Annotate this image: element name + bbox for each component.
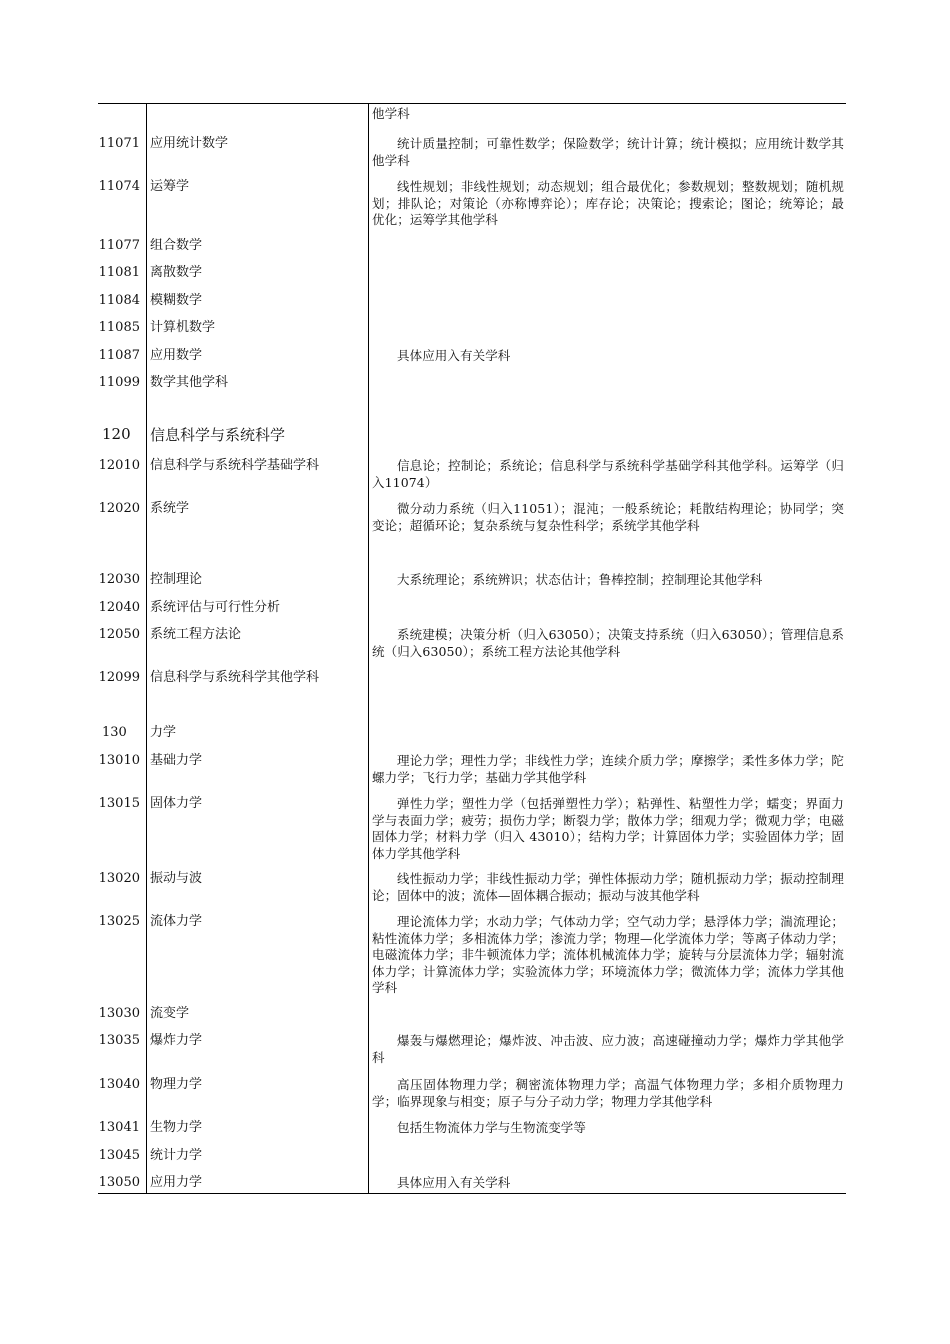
row-note: 他学科 — [372, 106, 410, 121]
row-code: 12030 — [98, 572, 140, 587]
row-name: 运筹学 — [150, 179, 190, 194]
section-name: 信息科学与系统科学 — [150, 426, 286, 444]
row-note: 信息论；控制论；系统论；信息科学与系统科学基础学科其他学科。运筹学（归入11074） — [372, 458, 844, 490]
row-code: 13041 — [98, 1120, 140, 1135]
row-name: 应用力学 — [150, 1175, 203, 1190]
row-name: 系统学 — [150, 501, 190, 516]
row-code: 12099 — [98, 670, 140, 685]
row-name: 计算机数学 — [150, 320, 216, 335]
row-code: 12010 — [98, 458, 140, 473]
row-note: 线性振动力学；非线性振动力学；弹性体振动力学；随机振动力学；振动控制理论；固体中的波；流体—固体耦合振动；振动与波其他学科 — [372, 871, 844, 903]
section-code: 120 — [102, 425, 131, 443]
row-code: 11084 — [98, 293, 140, 308]
row-code: 11074 — [98, 179, 140, 194]
row-code: 13015 — [98, 796, 140, 811]
row-note: 理论流体力学；水动力学；气体动力学；空气动力学；悬浮体力学；湍流理论；粘性流体力学；多相流体力学；渗流力学；物理—化学流体力学；等离子体动力学；电磁流体力学；非牛顿流体力学；流体机械流体力学；旋转与分层流体力学；辐射流体力学；计算流体力学；实验流体力学；环境流体力学；微流体力学；流体力学其他学科 — [372, 914, 844, 995]
table-bottom-rule — [98, 1193, 846, 1194]
row-note: 微分动力系统（归入11051）；混沌；一般系统论；耗散结构理论；协同学；突变论；超循环论；复杂系统与复杂性科学；系统学其他学科 — [372, 501, 844, 533]
row-name: 系统评估与可行性分析 — [150, 600, 281, 615]
row-name: 系统工程方法论 — [150, 627, 242, 642]
row-name: 数学其他学科 — [150, 375, 229, 390]
row-code: 13050 — [98, 1175, 140, 1190]
table-top-rule — [98, 103, 846, 104]
row-name: 基础力学 — [150, 753, 203, 768]
row-note: 具体应用入有关学科 — [397, 348, 511, 363]
row-name: 物理力学 — [150, 1077, 203, 1092]
row-note: 具体应用入有关学科 — [397, 1175, 511, 1190]
row-note: 系统建模；决策分析（归入63050）；决策支持系统（归入63050）；管理信息系统（归入63050）；系统工程方法论其他学科 — [372, 627, 844, 659]
row-code: 12020 — [98, 501, 140, 516]
row-code: 13035 — [98, 1033, 140, 1048]
row-name: 爆炸力学 — [150, 1033, 203, 1048]
section-code: 130 — [102, 725, 127, 740]
row-note: 理论力学；理性力学；非线性力学；连续介质力学；摩擦学；柔性多体力学；陀螺力学；飞行力学；基础力学其他学科 — [372, 753, 844, 785]
row-name: 流变学 — [150, 1006, 190, 1021]
row-name: 应用统计数学 — [150, 136, 229, 151]
row-name: 应用数学 — [150, 348, 203, 363]
row-name: 信息科学与系统科学其他学科 — [150, 670, 320, 685]
row-name: 模糊数学 — [150, 293, 203, 308]
row-name: 振动与波 — [150, 871, 203, 886]
row-code: 11085 — [98, 320, 140, 335]
row-code: 11077 — [98, 238, 140, 253]
row-note: 弹性力学；塑性力学（包括弹塑性力学）；粘弹性、粘塑性力学；蠕变；界面力学与表面力学；疲劳；损伤力学；断裂力学；散体力学；细观力学；微观力学；电磁固体力学；材料力学（归入 43010）；结构力学；计算固体力学；实验固体力学；固体力学其他学科 — [372, 796, 844, 861]
row-code: 13030 — [98, 1006, 140, 1021]
row-name: 信息科学与系统科学基础学科 — [150, 458, 320, 473]
row-code: 12050 — [98, 627, 140, 642]
row-name: 固体力学 — [150, 796, 203, 811]
row-code: 11099 — [98, 375, 140, 390]
row-note: 统计质量控制；可靠性数学；保险数学；统计计算；统计模拟；应用统计数学其他学科 — [372, 136, 844, 168]
row-note: 高压固体物理力学；稠密流体物理力学；高温气体物理力学；多相介质物理力学；临界现象与相变；原子与分子动力学；物理力学其他学科 — [372, 1077, 844, 1109]
column-divider-note — [368, 103, 369, 1194]
column-divider-name — [146, 103, 147, 1194]
row-code: 13045 — [98, 1148, 140, 1163]
row-code: 11081 — [98, 265, 140, 280]
row-code: 11087 — [98, 348, 140, 363]
row-code: 13020 — [98, 871, 140, 886]
row-name: 流体力学 — [150, 914, 203, 929]
row-note: 包括生物流体力学与生物流变学等 — [397, 1120, 587, 1135]
row-note: 线性规划；非线性规划；动态规划；组合最优化；参数规划；整数规划；随机规划；排队论；对策论（亦称博弈论）；库存论；决策论；搜索论；图论；统筹论；最优化；运筹学其他学科 — [372, 179, 844, 227]
row-name: 统计力学 — [150, 1148, 203, 1163]
row-name: 离散数学 — [150, 265, 203, 280]
row-name: 生物力学 — [150, 1120, 203, 1135]
row-name: 控制理论 — [150, 572, 203, 587]
row-note: 爆轰与爆燃理论；爆炸波、冲击波、应力波；高速碰撞动力学；爆炸力学其他学科 — [372, 1033, 844, 1065]
row-note: 大系统理论；系统辨识；状态估计；鲁棒控制；控制理论其他学科 — [397, 572, 763, 587]
row-code: 12040 — [98, 600, 140, 615]
row-code: 13010 — [98, 753, 140, 768]
row-code: 11071 — [98, 136, 140, 151]
section-name: 力学 — [150, 725, 177, 740]
row-code: 13025 — [98, 914, 140, 929]
row-name: 组合数学 — [150, 238, 203, 253]
row-code: 13040 — [98, 1077, 140, 1092]
